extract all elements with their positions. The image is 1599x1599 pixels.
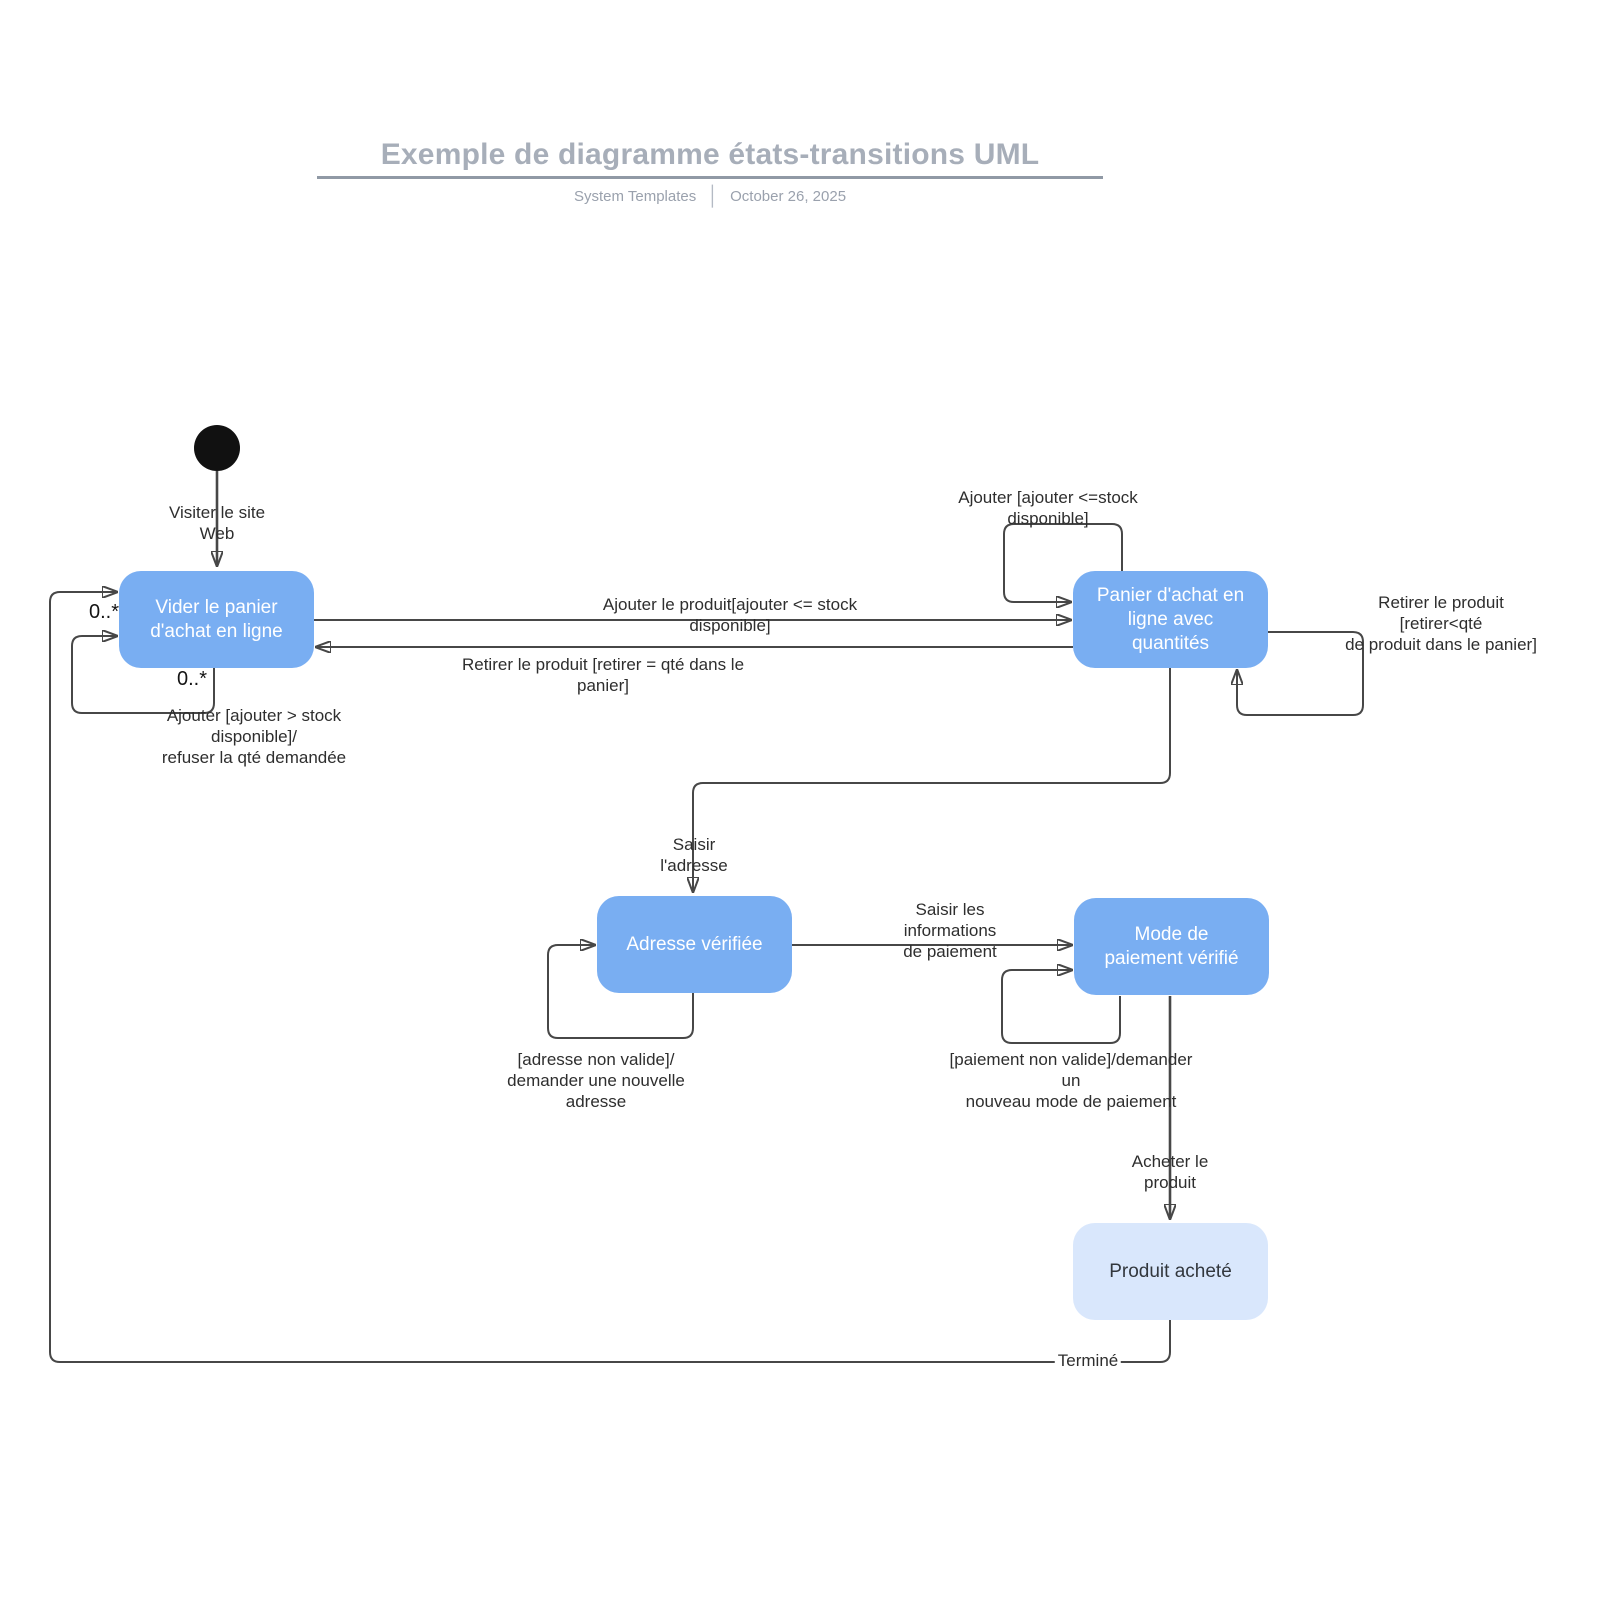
state-panier-quantites (1073, 571, 1268, 668)
state-produit-achete (1073, 1223, 1268, 1320)
state-adresse-verifiee (597, 896, 792, 993)
label-visiter-site: Visiter le site Web (168, 503, 266, 543)
label-retirer-loop: Retirer le produit [retirer<qté de produit dans le panier] (1345, 593, 1537, 654)
transition-saisir-adresse-line (693, 668, 1170, 892)
label-retirer-produit: Retirer le produit [retirer = qté dans le panier] (461, 655, 745, 695)
page-title: Exemple de diagramme états-transitions UML (380, 138, 1040, 171)
label-saisir-infos: Saisir les informations de paiement (903, 900, 997, 961)
label-ajouter-loop: Ajouter [ajouter <=stock disponible] (958, 488, 1138, 528)
state-label-line: ligne avec (1127, 608, 1214, 630)
label-termine: Terminé (1055, 1350, 1121, 1371)
state-vider-panier (119, 571, 314, 668)
state-label-line: Adresse vérifiée (626, 933, 763, 955)
label-paiement-invalide: [paiement non valide]/demander un nouveau mode de paiement (949, 1050, 1193, 1111)
state-label-line: Produit acheté (1109, 1260, 1232, 1282)
date: October 26, 2025 (730, 188, 847, 205)
state-label-line: Mode de (1134, 923, 1209, 945)
state-label-line: Vider le panier (155, 596, 278, 618)
state-label-line: paiement vérifié (1104, 947, 1239, 969)
label-ajouter-produit: Ajouter le produit[ajouter <= stock disponible] (602, 595, 858, 635)
state-label-line: d'achat en ligne (150, 620, 283, 642)
state-label-line: Panier d'achat en (1096, 584, 1245, 606)
state-label-line: quantités (1131, 632, 1210, 654)
label-multiplicity-boucle: 0..* (176, 668, 208, 690)
byline: System Templates (573, 188, 697, 205)
label-ajouter-refus: Ajouter [ajouter > stock disponible]/ refuser la qté demandée (161, 706, 347, 767)
label-multiplicity-entree: 0..* (88, 601, 120, 623)
initial-state-node (194, 425, 240, 471)
label-saisir-adresse: Saisir l'adresse (660, 835, 728, 875)
subtitle-separator: │ (707, 186, 720, 207)
label-adresse-invalide: [adresse non valide]/ demander une nouvelle adresse (507, 1050, 685, 1111)
label-acheter-produit: Acheter le produit (1131, 1152, 1209, 1192)
state-mode-paiement-verifie (1074, 898, 1269, 995)
